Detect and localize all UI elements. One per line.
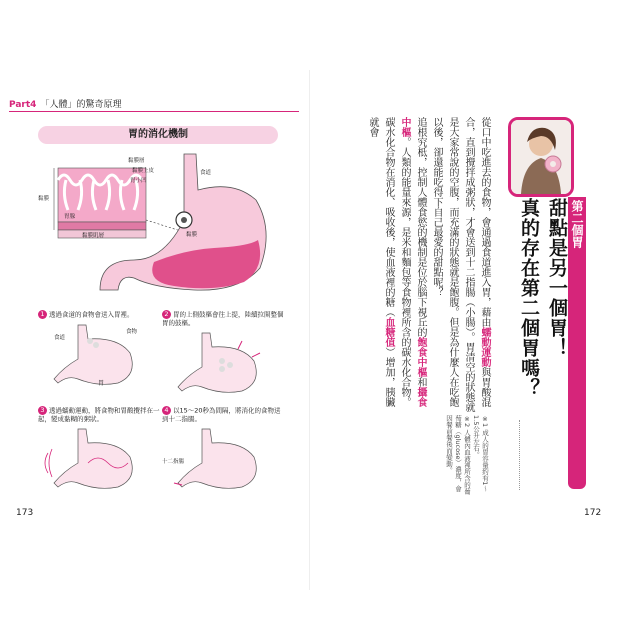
paragraph-2-text-a: 追根究柢，控制人體食慾的機制是位於腦下視丘的 [415, 117, 426, 337]
step-4-illustration [162, 423, 282, 493]
step-1-number: 1 [38, 310, 47, 319]
part-label: Part4 [9, 100, 37, 110]
paragraph-1-text-b: 與胃酸混合，直到攪拌成粥狀，才會送到十二指腸（小腸）。胃清空的狀態就是大家常說的空腹，而充滿的狀態就是飽腹。但是為什麼人在吃飽以後，卻還能吃得下自己最愛的甜點呢？ [431, 117, 490, 412]
step-4-label-duodenum: 十二指腸 [162, 459, 185, 465]
paragraph-1 [428, 117, 492, 415]
step-2 [162, 310, 284, 406]
paragraph-1-text-a: 從口中吃進去的食物，會通過食道進入胃，藉由 [479, 117, 490, 327]
label-gastric-pit: 胃小凹 [130, 178, 147, 184]
step-1-text: 透過食道的食物會送入胃裡。 [49, 310, 134, 319]
woman-eating-donut-photo [508, 117, 574, 197]
paragraph-2-text-d: ）增加，胰臟就會 [367, 117, 394, 407]
step-2-text: 胃的上側鼓樞會往上提，陸續拉開整個胃的鼓樞。 [162, 310, 284, 327]
step-1-label-food: 食物 [126, 329, 138, 335]
step-2-number: 2 [162, 310, 171, 319]
digestion-steps [38, 310, 288, 510]
step-4-text: 以15～20秒為間隔，將消化的食物送到十二指腸。 [162, 406, 281, 423]
label-muscle-layer: 黏膜肌層 [82, 233, 105, 239]
paragraph-2-text-b: 和 [415, 377, 426, 387]
title-dotted-rule [519, 420, 520, 490]
article-body [357, 117, 492, 415]
paragraph-2 [364, 117, 428, 415]
part-header [9, 97, 121, 110]
label-gland: 胃腺 [64, 214, 76, 220]
label-epithelium: 黏膜上皮 [132, 168, 155, 174]
paragraph-2-text-c: 。人類的能量來源，是米和麵包等食物裡所含的碳水化合物。碳水化合物在消化、吸收後，使血液裡的糖（ [383, 117, 410, 407]
highlight-peristalsis: 蠕動運動 [479, 327, 490, 367]
step-4 [162, 406, 284, 502]
diagram-title: 胃的消化機制 [38, 126, 278, 144]
page-number-left: 173 [16, 508, 34, 518]
step-3-illustration [38, 423, 158, 493]
label-mucosa: 黏膜 [38, 196, 50, 202]
step-1-label-esophagus: 食道 [54, 335, 66, 341]
step-3 [38, 406, 160, 502]
step-4-number: 4 [162, 406, 171, 415]
photo-placeholder [511, 120, 571, 194]
label-villi-layer: 黏膜層 [128, 158, 145, 164]
page-gutter [309, 70, 310, 590]
label-mucosa-right: 黏膜 [186, 232, 198, 238]
step-2-illustration [162, 327, 282, 397]
label-esophagus: 食道 [200, 170, 212, 176]
footnotes [429, 415, 489, 495]
title-line-2: 真的存在第二個胃嗎？ [518, 198, 540, 398]
left-page [0, 0, 309, 620]
part-title: 「人體」的驚奇原理 [40, 100, 122, 110]
footnote-2: ※2 人體內血液裡所含的葡萄糖（glucose）濃度，會因餐前餐後而變動。 [445, 415, 471, 495]
footnote-1: ※1 成人的胃容量約有1～1.5公升左右。 [472, 415, 489, 492]
step-1-label-stomach: 胃 [98, 380, 105, 387]
chapter-label: 第二個胃 [570, 200, 584, 248]
step-1-illustration [38, 319, 158, 389]
highlight-blood-sugar: 血糖值 [383, 317, 394, 347]
title-line-1: 甜點是另一個胃！ [546, 198, 568, 358]
stomach-illustration [34, 150, 284, 300]
page-number-right: 172 [584, 508, 602, 518]
highlight-satiety-center: 飽食中樞 [415, 337, 426, 377]
header-rule [9, 111, 299, 112]
step-1 [38, 310, 160, 406]
step-3-number: 3 [38, 406, 47, 415]
highlight-feeding-center: 攝食中樞 [399, 117, 426, 407]
step-3-text: 透過蠕動運動，將食物和胃酸攪拌在一起，變成黏糊的粥狀。 [38, 406, 160, 423]
